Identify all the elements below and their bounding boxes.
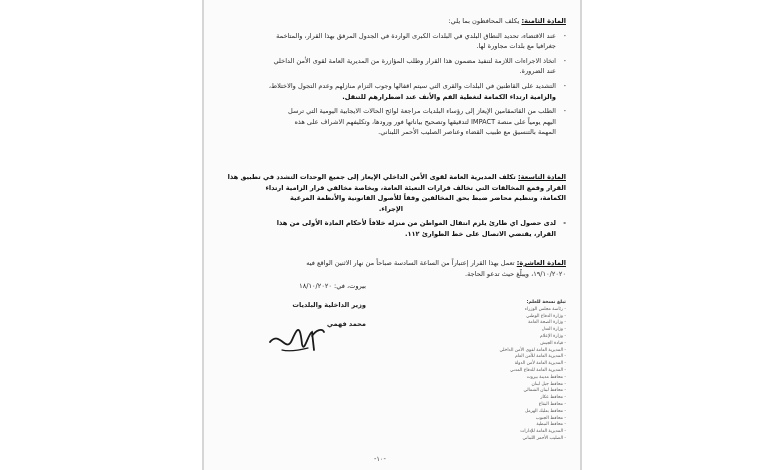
list-item: - المديرية العامة للدفاع المدني (510, 367, 566, 373)
text-line: عند الاقتضاء، تحديد النطاق البلدي في البلدات الكبرى الواردة في الجدول المرفق بهذا القرار، والمتاخمة (276, 31, 556, 40)
text-line-bold: القرار، يقتضي الاتصال على خط الطوارئ ١١٢. (404, 229, 556, 238)
list-item: - وزارة العدل (541, 327, 566, 333)
text-line-bold: الإجراء. (378, 204, 404, 213)
bullet-dash: - (563, 219, 566, 228)
bullet-dash: - (563, 31, 566, 40)
list-item: - المديرية العامة لأمن الدولة (514, 361, 566, 367)
article-8-item-2 (216, 56, 566, 77)
text-line: المهمة بالتنسيق مع طبيب القضاء وعناصر الصليب الأحمر اللبناني. (378, 128, 556, 137)
list-item: - محافظ جبل لبنان (531, 381, 566, 387)
list-item: - المديرية العامة لقوى الأمن الداخلي (499, 347, 566, 353)
article-8-intro: يكلف المحافظون بما يلي: (448, 17, 520, 25)
handwritten-signature-icon (266, 320, 326, 360)
distribution-list (496, 300, 566, 443)
article-9-line-1 (216, 172, 566, 183)
list-item: - وزارة الإعلام (540, 333, 566, 339)
text-line: جغرافيا مع بلدات مجاورة لها. (476, 42, 556, 51)
article-10-line-1 (216, 258, 566, 269)
text-line: الطلب من القائمقامين الإيعاز إلى رؤساء البلديات مراجعة لوائح الحالات الايجابية اليومية التي ترسل (288, 107, 556, 116)
text-line: تكلف المديرية العامة لقوى الأمن الداخلي الإيعاز إلى جميع الوحدات التشدد في تطبيق هذا (227, 173, 516, 181)
list-item: - محافظ النبطية (536, 422, 566, 428)
list-item: - وزارة الدفاع الوطني (526, 313, 566, 319)
text-line-bold: الكمامة، وتنظيم محاضر ضبط بحق المخالفين وفقاً للأصول القانونية والأنظمة المرعية (290, 194, 566, 203)
minister-name: محمد فهمي (326, 320, 366, 328)
list-item: - محافظ بعلبك الهرمل (524, 408, 566, 414)
text-line-bold: لدى حصول اي طارئ يلزم انتقال المواطن من منزله خلافاً لأحكام المادة الأولى من هذا (276, 219, 556, 228)
list-item: - قيادة الجيش (540, 340, 566, 346)
bullet-dash: - (563, 81, 566, 90)
text-line: التشديد على القاطنين في البلدات والقرى التي سيتم اقفالها وجوب التزام منازلهم وعدم التجول والاختلاط، (268, 81, 556, 90)
article-9-heading: المادة التاسعة: (518, 173, 566, 181)
list-item: - وزارة الصحة العامة (528, 320, 566, 326)
text-line: ١٩/١٠/٢٠٢٠، ويبلّغ حيث تدعو الحاجة. (465, 269, 566, 278)
article-8-item-4 (216, 106, 566, 138)
list-item: - المديرية العامة للأمن العام (515, 354, 566, 360)
article-8 (216, 16, 566, 138)
signing-date: بيروت، في: ١٨/١٠/٢٠٢٠ (299, 282, 366, 290)
text-line: تعمل بهذا القرار إعتباراً من الساعة السادسة صباحاً من نهار الاثنين الواقع فيه (306, 259, 515, 267)
text-line-bold: والزامية ارتداء الكمامة لتغطية الفم والأنف عند اضطرارهم للتنقل. (342, 92, 556, 101)
text-line: عند الضرورة. (519, 67, 556, 76)
article-8-heading: المادة الثامنة: (521, 17, 566, 25)
article-10-heading: المادة العاشرة: (516, 259, 566, 267)
list-item: - محافظ مدينة بيروت (526, 374, 566, 380)
list-item: - الصليب الأحمر اللبناني (522, 435, 566, 441)
list-item: - رئاسة مجلس الوزراء (524, 306, 566, 312)
list-item: - محافظ الجنوب (535, 415, 566, 421)
article-9-subitem (216, 218, 566, 239)
list-item: - محافظ البقاع (538, 401, 566, 407)
article-9 (216, 172, 566, 240)
bullet-dash: - (563, 107, 566, 116)
text-line-bold: القرار وقمع المخالفات التي تخالف قرارات التعبئة العامة، وبخاصة مخالفي قرار الزامية ارتداء (265, 183, 566, 192)
article-8-item-3 (216, 81, 566, 102)
list-item: - المديرية العامة للإدارات (520, 429, 566, 435)
text-line: اليهم يومياً على منصة IMPACT لتدقيقها وتصحيح بياناتها فور ورودها، وتكليفهم الاشراف على هذه (294, 117, 556, 126)
text-line: اتخاذ الاجراءات اللازمة لتنفيذ مضمون هذا القرار وطلب المؤازرة من المديرية العامة لقوى الأمن الداخلي (273, 56, 556, 65)
article-10 (216, 258, 566, 279)
page-number: -١٠- (374, 455, 386, 463)
article-8-item-1 (216, 31, 566, 52)
minister-title: وزير الداخلية والبلديات (292, 301, 366, 309)
distribution-title: تبلغ نسخة للعلم: (526, 300, 566, 305)
article-8-title-line (216, 16, 566, 27)
list-item: - محافظ عكار (540, 395, 566, 401)
list-item: - محافظ لبنان الشمالي (523, 388, 566, 394)
bullet-dash: - (563, 56, 566, 65)
document-page (204, 0, 580, 470)
